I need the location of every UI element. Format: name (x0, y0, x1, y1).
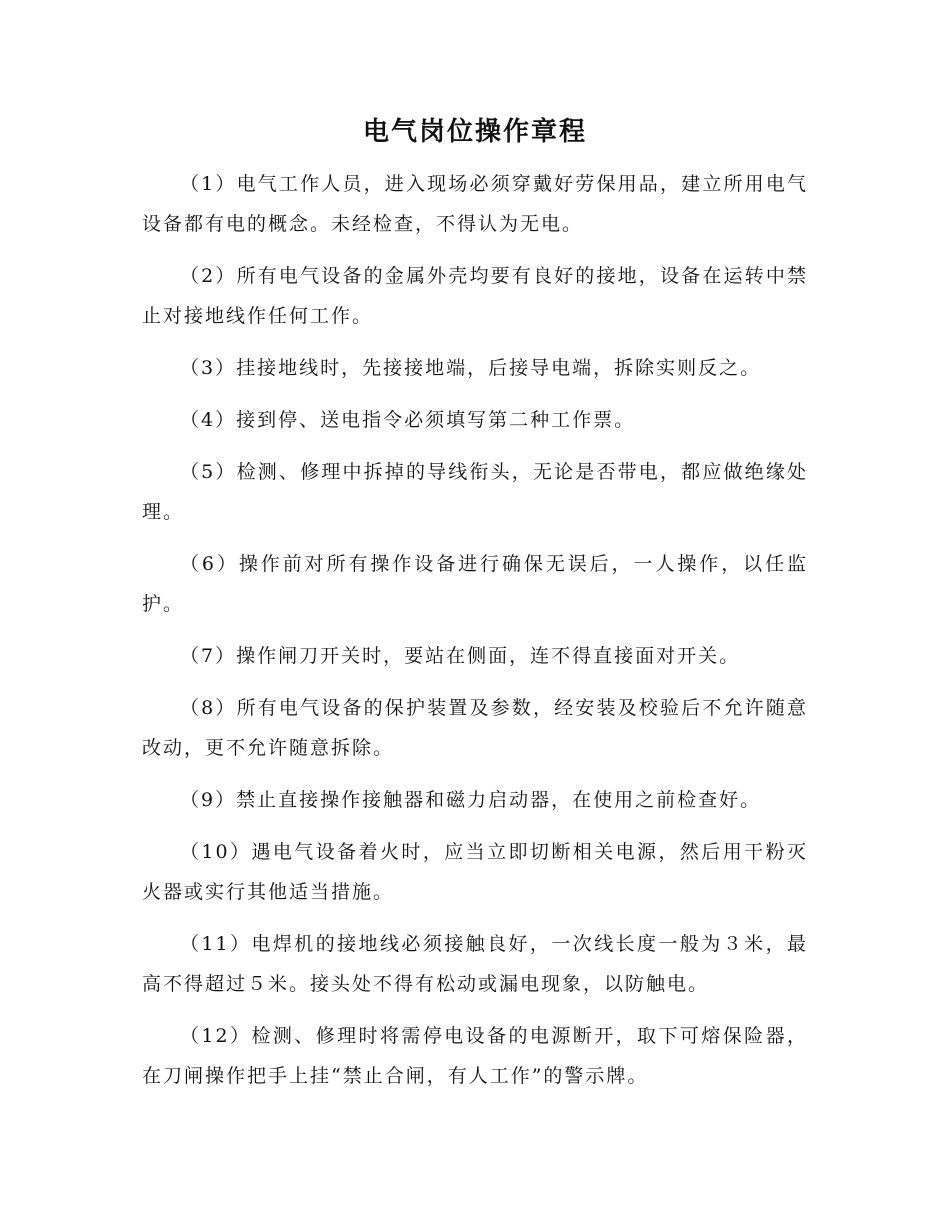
paragraph-5: （5）检测、修理中拆掉的导线衔头，无论是否带电，都应做绝缘处理。 (142, 461, 808, 523)
document-body (142, 164, 808, 1108)
paragraph-9: （9）禁止直接操作接触器和磁力启动器，在使用之前检查好。 (180, 789, 762, 811)
paragraph-11: （11）电焊机的接地线必须接触良好，一次线长度一般为３米，最高不得超过５米。接头处不得有松动或漏电现象，以防触电。 (142, 933, 808, 995)
document-title: 电气岗位操作章程 (362, 117, 587, 147)
paragraph-1: （1）电气工作人员，进入现场必须穿戴好劳保用品，建立所用电气设备都有电的概念。未经检查，不得认为无电。 (142, 173, 808, 235)
paragraph-8: （8）所有电气设备的保护装置及参数，经安装及校验后不允许随意改动，更不允许随意拆除。 (142, 697, 808, 759)
paragraph-6: （6）操作前对所有操作设备进行确保无误后，一人操作，以任监护。 (142, 553, 808, 615)
paragraph-10: （10）遇电气设备着火时，应当立即切断相关电源，然后用干粉灭火器或实行其他适当措施。 (142, 841, 808, 903)
paragraph-3: （3）挂接地线时，先接接地端，后接导电端，拆除实则反之。 (180, 357, 762, 379)
paragraph-7: （7）操作闸刀开关时，要站在侧面，连不得直接面对开关。 (180, 645, 741, 667)
paragraph-2: （2）所有电气设备的金属外壳均要有良好的接地，设备在运转中禁止对接地线作任何工作。 (142, 265, 808, 327)
paragraph-12: （12）检测、修理时将需停电设备的电源断开，取下可熔保险器，在刀闸操作把手上挂“禁止合闸，有人工作”的警示牌。 (142, 1025, 808, 1087)
paragraph-4: （4）接到停、送电指令必须填写第二种工作票。 (180, 409, 636, 431)
